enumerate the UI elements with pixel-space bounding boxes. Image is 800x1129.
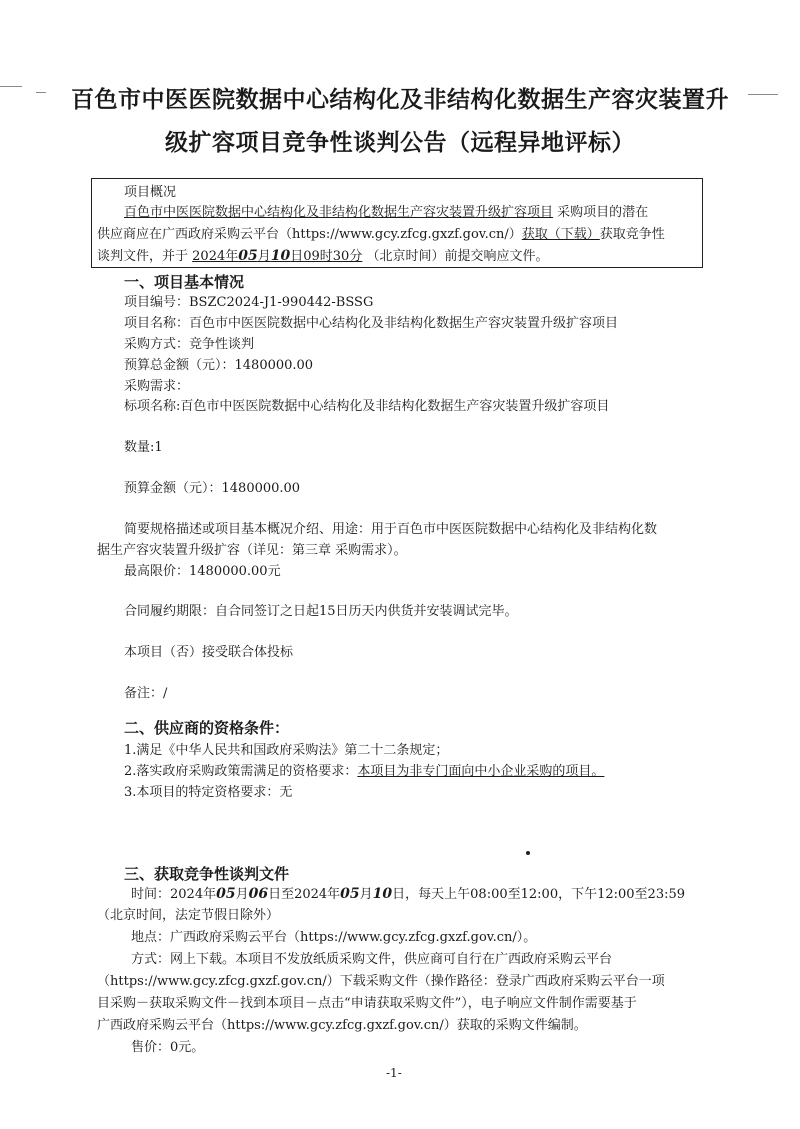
- time-label: 时间：2024年: [131, 887, 217, 902]
- contract-period: 合同履约期限：自合同签订之日起15日历天内供货并安装调试完毕。: [124, 604, 518, 619]
- sme-policy-link[interactable]: 本项目为非专门面向中小企业采购的项目。: [357, 764, 605, 779]
- description-line-1: 简要规格描述或项目基本概况介绍、用途：用于百色市中医医院数据中心结构化及非结构化数: [124, 522, 658, 537]
- end-day-handwritten: 10: [372, 886, 393, 902]
- download-link[interactable]: 获取（下载）: [521, 227, 600, 242]
- acquisition-way-line-2: （https://www.gcy.zfcg.gxzf.gov.cn/）下载采购文件（操作路径：登录广西政府采购云平台一项: [97, 974, 665, 989]
- selling-price: 售价：0元。: [131, 1040, 205, 1055]
- submission-deadline: [192, 249, 362, 264]
- scan-dot: [526, 851, 530, 855]
- overview-line-3: [97, 247, 548, 266]
- page-number: -1-: [386, 1066, 402, 1080]
- procurement-need-label: 采购需求：: [124, 379, 190, 394]
- overview-line-2: [97, 226, 665, 244]
- overview-line-1: [124, 204, 648, 222]
- section-3-heading: 三、获取竞争性谈判文件: [124, 865, 290, 883]
- section-2-heading: 二、供应商的资格条件：: [124, 719, 290, 737]
- acquisition-place: 地点：广西政府采购云平台（https://www.gcy.zfcg.gxzf.gov.cn/）。: [131, 930, 537, 945]
- remark: 备注：/: [124, 686, 168, 701]
- qualification-item-2-prefix: 2.落实政府采购政策需满足的资格要求：: [124, 764, 358, 779]
- deadline-time: 日09时30分: [290, 249, 363, 264]
- time-note: （北京时间，法定节假日除外）: [97, 908, 280, 923]
- acquisition-way-line-3: 目采购－获取采购文件－找到本项目－点击“申请获取采购文件”），电子响应文件制作需要基于: [97, 996, 637, 1011]
- start-day-handwritten: 06: [248, 886, 269, 902]
- overview-text-2b: 获取竞争性: [599, 227, 665, 242]
- end-year: 日至2024年: [268, 887, 341, 902]
- consortium-note: 本项目（否）接受联合体投标: [124, 645, 294, 660]
- overview-text-3a: 谈判文件，并于: [97, 249, 189, 264]
- description-line-2: 据生产容灾装置升级扩容（详见：第三章 采购需求）。: [97, 543, 407, 558]
- lot-name: 标项名称:百色市中医医院数据中心结构化及非结构化数据生产容灾装置升级扩容项目: [124, 399, 610, 414]
- scan-speck: [748, 94, 778, 95]
- overview-text-1: 采购项目的潜在: [557, 205, 649, 220]
- qualification-item-1: 1.满足《中华人民共和国政府采购法》第二十二条规定；: [124, 743, 449, 758]
- qualification-item-3: 3.本项目的特定资格要求：无: [124, 785, 293, 800]
- acquisition-way-line-4: 广西政府采购云平台（https://www.gcy.zfcg.gxzf.gov.cn/）获取的采购文件编制。: [97, 1018, 587, 1033]
- document-title-line-2: 级扩容项目竞争性谈判公告（远程异地评标）: [165, 130, 635, 156]
- lot-budget: 预算金额（元）：1480000.00: [124, 481, 301, 496]
- project-name: 项目名称：百色市中医医院数据中心结构化及非结构化数据生产容灾装置升级扩容项目: [124, 316, 619, 331]
- project-number: 项目编号：BSZC2024-J1-990442-BSSG: [124, 295, 374, 310]
- project-name-link[interactable]: 百色市中医医院数据中心结构化及非结构化数据生产容灾装置升级扩容项目: [124, 205, 554, 220]
- acquisition-time: [131, 885, 685, 904]
- deadline-month-label: 月: [257, 249, 271, 264]
- acquisition-way-line-1: 方式：网上下载。本项目不发放纸质采购文件，供应商可自行在广西政府采购云平台: [131, 952, 613, 967]
- daily-hours: 日，每天上午08:00至12:00，下午12:00至23:59: [392, 887, 686, 902]
- overview-text-3b: （北京时间）前提交响应文件。: [366, 249, 549, 264]
- start-month-handwritten: 05: [216, 886, 236, 902]
- start-month-label: 月: [235, 887, 249, 902]
- scan-speck: [36, 92, 46, 93]
- end-month-label: 月: [359, 887, 373, 902]
- total-budget: 预算总金额（元）：1480000.00: [124, 358, 314, 373]
- max-price: 最高限价：1480000.00元: [124, 564, 281, 579]
- scan-speck: [0, 86, 22, 87]
- document-title-line-1: 百色市中医医院数据中心结构化及非结构化数据生产容灾装置升: [71, 87, 729, 113]
- overview-heading: 项目概况: [124, 185, 177, 200]
- deadline-year: 2024年: [192, 249, 239, 264]
- quantity: 数量:1: [124, 440, 163, 455]
- section-1-heading: 一、项目基本情况: [124, 273, 245, 291]
- deadline-month-handwritten: 05: [238, 248, 258, 264]
- procurement-method: 采购方式：竞争性谈判: [124, 337, 255, 352]
- qualification-item-2: [124, 763, 604, 781]
- deadline-day-handwritten: 10: [270, 248, 291, 264]
- overview-text-2a: 供应商应在广西政府采购云平台（https://www.gcy.zfcg.gxzf.gov.cn/）: [97, 227, 522, 242]
- end-month-handwritten: 05: [340, 886, 360, 902]
